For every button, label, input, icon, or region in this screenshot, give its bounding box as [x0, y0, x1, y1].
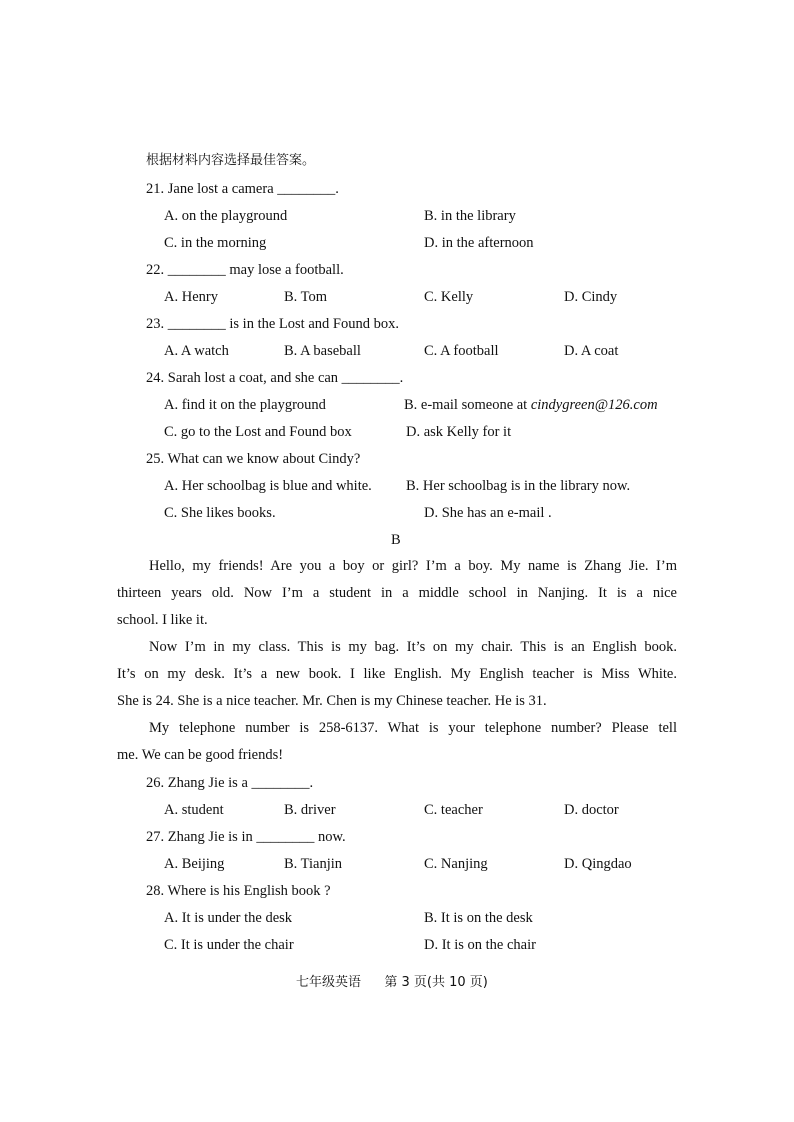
question-21-option-c: C. in the morning	[164, 235, 267, 251]
footer-subject: 七年级英语	[296, 975, 362, 990]
passage-line: She is 24. She is a nice teacher. Mr. Chen is my Chinese teacher. He is 31.	[117, 693, 547, 709]
question-26-option-d: D. doctor	[564, 802, 619, 818]
passage-line: My telephone number is 258-6137. What is your telephone number? Please tell	[149, 720, 677, 736]
question-24-option-b-text: B. e-mail someone at	[404, 397, 531, 413]
passage-line: Now I’m in my class. This is my bag. It’s on my chair. This is an English book.	[149, 639, 677, 655]
question-28-stem: 28. Where is his English book ?	[146, 883, 331, 899]
question-23-option-a: A. A watch	[164, 343, 229, 359]
question-24-stem: 24. Sarah lost a coat, and she can ________.	[146, 370, 404, 386]
question-21-option-a: A. on the playground	[164, 208, 288, 224]
instruction: 根据材料内容选择最佳答案。	[146, 153, 316, 168]
question-25-option-d: D. She has an e-mail .	[424, 505, 552, 521]
question-22-stem: 22. ________ may lose a football.	[146, 262, 344, 278]
passage-line: school. I like it.	[117, 612, 208, 628]
page-footer	[296, 971, 488, 990]
question-24-option-d: D. ask Kelly for it	[406, 424, 512, 440]
question-26-option-c: C. teacher	[424, 802, 483, 818]
question-22-option-a: A. Henry	[164, 289, 218, 305]
passage-paragraph-2	[117, 634, 677, 715]
question-27-option-b: B. Tianjin	[284, 856, 343, 872]
email-address: cindygreen@126.com	[530, 397, 658, 413]
question-26-stem: 26. Zhang Jie is a ________.	[146, 775, 314, 791]
question-21-option-d: D. in the afternoon	[424, 235, 534, 251]
question-21-stem: 21. Jane lost a camera ________.	[146, 181, 339, 197]
question-25-stem: 25. What can we know about Cindy?	[146, 451, 361, 467]
question-23-stem: 23. ________ is in the Lost and Found box.	[146, 316, 399, 332]
question-27-stem: 27. Zhang Jie is in ________ now.	[146, 829, 346, 845]
section-b-heading: B	[391, 532, 401, 548]
question-24-option-a: A. find it on the playground	[164, 397, 326, 413]
passage-line: It’s on my desk. It’s a new book. I like English. My English teacher is Miss White.	[117, 666, 677, 682]
question-22-option-c: C. Kelly	[424, 289, 474, 305]
question-28-option-a: A. It is under the desk	[164, 910, 293, 926]
question-22-option-b: B. Tom	[284, 289, 328, 305]
question-25-option-a: A. Her schoolbag is blue and white.	[164, 478, 372, 494]
question-24-option-c: C. go to the Lost and Found box	[164, 424, 352, 440]
passage-line: Hello, my friends! Are you a boy or girl? I’m a boy. My name is Zhang Jie. I’m	[149, 558, 677, 574]
question-26-option-b: B. driver	[284, 802, 336, 818]
question-28-option-d: D. It is on the chair	[424, 937, 536, 953]
passage-line: me. We can be good friends!	[117, 747, 284, 763]
question-23-option-d: D. A coat	[564, 343, 619, 359]
question-28-option-b: B. It is on the desk	[424, 910, 533, 926]
question-23-option-c: C. A football	[424, 343, 499, 359]
passage-paragraph-1	[117, 553, 677, 634]
passage-line: thirteen years old. Now I’m a student in a middle school in Nanjing. It is a nice	[117, 585, 677, 601]
passage-paragraph-3	[117, 715, 677, 769]
question-25-option-c: C. She likes books.	[164, 505, 276, 521]
question-25-option-b: B. Her schoolbag is in the library now.	[406, 478, 631, 494]
question-23-option-b: B. A baseball	[284, 343, 361, 359]
footer-page-number: 第 3 页(共 10 页)	[384, 975, 488, 990]
question-21-option-b: B. in the library	[424, 208, 516, 224]
question-26-option-a: A. student	[164, 802, 224, 818]
question-27-option-a: A. Beijing	[164, 856, 225, 872]
question-27-option-d: D. Qingdao	[564, 856, 632, 872]
question-24-option-b	[404, 396, 658, 414]
question-22-option-d: D. Cindy	[564, 289, 618, 305]
question-28-option-c: C. It is under the chair	[164, 937, 294, 953]
question-27-option-c: C. Nanjing	[424, 856, 488, 872]
